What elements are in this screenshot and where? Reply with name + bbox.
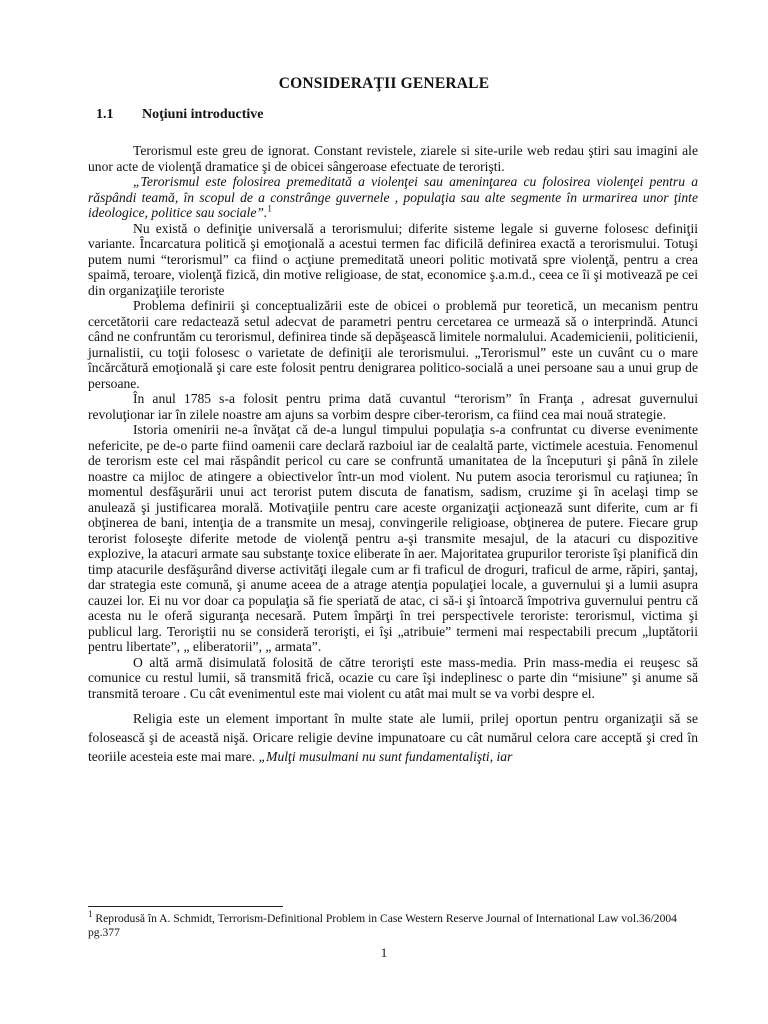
footnote-separator bbox=[88, 906, 283, 907]
paragraph-8-quote: „Mulţi musulmani nu sunt fundamentalişti, iar bbox=[258, 749, 513, 764]
paragraph-1: Terorismul este greu de ignorat. Constant revistele, ziarele si site-urile web redau ştiri sau imagini ale unor acte de violenţă dramatice şi de obicei sângeroase efectuate de terorişti. bbox=[88, 143, 698, 174]
paragraph-6: Istoria omenirii ne-a învăţat că de-a lungul timpului populaţia s-a confruntat cu diverse evenimente nefericite, pe de-o parte fiind oamenii care declară razboiul iar de cealaltă parte, victimele acestuia. Fenomenul de terorism este cel mai răspândit pericol cu care se confruntă umanitatea de la începuturi şi până în zilele noastre ca mijloc de atingere a obiectivelor într-un mod violent. Nu putem asocia terorismul cu raţiunea; în momentul desfăşurării unui act terorist putem discuta de fanatism, sadism, cruzime şi în acelaşi timp se anulează şi justificarea morală. Motivaţiile pentru care aceste organizaţii acţionează sunt diferite, cum ar fi obţinerea de bani, intenţia de a transmite un mesaj, convingerile religioase, obţinerea de putere. Fiecare grup terorist foloseşte diferite metode de violenţă pentru a-şi transmite mesajul, de la atacuri cu dispozitive explozive, la atacuri armate sau substanţe toxice eliberate în aer. Majoritatea grupurilor teroriste îşi planifică din timp atacurile desfăşurând diverse activităţi ilegale cum ar fi traficul de droguri, traficul de arme, răpiri, şantaj, dar strategia este comună, şi anume aceea de a atrage atenţia populaţiei locale, a guvernului şi a lumii asupra cauzei lor. Ei nu vor doar ca populaţia să fie speriată de atac, ci să-i şi întoarcă împotriva guvernului pentru că acesta nu le oferă siguranţa necesară. Putem împărţi în trei perspectivele teroriste: terorismul, victima şi publicul larg. Teroriştii nu se consideră terorişti, ei îşi „atribuie” termeni mai respectabili precum „luptătorii pentru libertate”, „ eliberatorii”, „ armata”. bbox=[88, 422, 698, 654]
paragraph-8-text: Religia este un element important în multe state ale lumii, prilej oportun pentru organizaţii să se folosească şi de această nişă. Oricare religie devine impunatoare cu cât numărul celora care acceptă şi cred în teoriile acesteia este mai mare. bbox=[88, 711, 698, 764]
section-heading bbox=[96, 107, 263, 123]
section-number: 1.1 bbox=[96, 107, 114, 122]
paragraph-8 bbox=[88, 709, 698, 766]
paragraph-3: Nu există o definiţie universală a terorismului; diferite sisteme legale si guverne folosesc definiţii variante. Încarcatura politică şi emoţională a acestui termen fac dificilă definirea exactă a terorismului. Totuşi putem numi “terorismul” ca fiind o acţiune premeditată uneori politic motivată spre violenţă, pentru a crea spaimă, teroare, violenţă fizică, din motive religioase, de stat, economice ş.a.m.d., ceea ce îi şi motivează pe cei din organizaţiile teroriste bbox=[88, 220, 698, 298]
paragraph-7: O altă armă disimulată folosită de către terorişti este mass-media. Prin mass-media ei reuşesc să comunice cu restul lumii, să transmită frică, ocazie cu care îşi indeplinesc o parte din “misiune” şi anume să transmită teroare . Cu cât evenimentul este mai violent cu atât mai mult se va vorbi despre el. bbox=[88, 654, 698, 701]
page-number: 1 bbox=[380, 945, 388, 960]
page-title: CONSIDERAŢII GENERALE bbox=[278, 75, 490, 92]
definition-quote: „Terorismul este folosirea premeditată a violenţei sau ameninţarea cu folosirea violenţei pentru a răspândi teamă, în scopul de a constrânge guvernele , populaţia sau alte segmente în urmarirea unor ţinte ideologice, politice sau sociale”. bbox=[88, 174, 698, 220]
body-text bbox=[88, 143, 698, 766]
footnote-text: Reprodusă în A. Schmidt, Terrorism-Definitional Problem in Case Western Reserve Journal of International Law vol.36/2004 pg.377 bbox=[88, 912, 677, 939]
paragraph-5: În anul 1785 s-a folosit pentru prima dată cuvantul “terorism” în Franţa , adresat guvernului revoluţionar iar în zilele noastre am ajuns sa vorbim despre ciber-terorism, ca fiind cea mai nouă strategie. bbox=[88, 391, 698, 422]
paragraph-2-quote bbox=[88, 174, 698, 221]
section-title: Noţiuni introductive bbox=[142, 107, 264, 122]
paragraph-4: Problema definirii şi conceptualizării este de obicei o problemă pur teoretică, un mecanism pentru cercetătorii care redactează setul adecvat de parametri pentru cercetarea ce urmează să o interprindă. Atunci când ne confruntăm cu terorismul, definirea tinde să depăşească limitele normalului. Academicienii, politicienii, jurnalistii, cu toţii folosesc o varietate de definiţii ale terorismului. „Terorismul” este un cuvânt cu o mare încărcătură emoţională şi care este folosit pentru denigrarea politico-socială a unei persoane sau a unui grup de persoane. bbox=[88, 298, 698, 391]
footnote-reference: 1 bbox=[267, 203, 272, 214]
footnote-mark: 1 bbox=[88, 909, 93, 920]
footnote bbox=[88, 909, 698, 940]
